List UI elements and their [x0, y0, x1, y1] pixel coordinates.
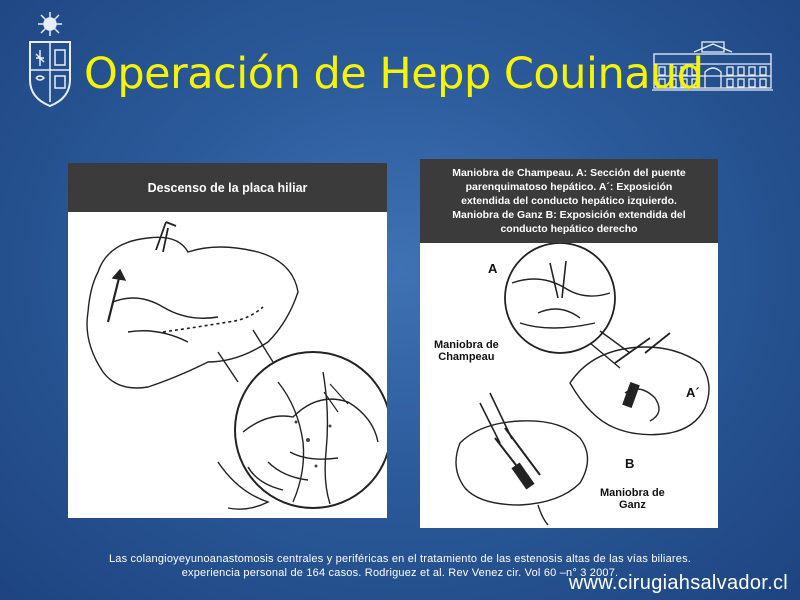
- label-a-prime: A´: [686, 385, 700, 400]
- caption-line: extendida del conducto hepático izquierdo.: [461, 195, 677, 207]
- caption-line: conducto hepático derecho: [500, 223, 638, 235]
- label-b: B: [625, 456, 635, 471]
- label-ganz: [600, 487, 665, 511]
- label-line: Ganz: [618, 499, 646, 511]
- label-line: Maniobra de: [600, 487, 665, 499]
- label-line: Maniobra de: [434, 339, 499, 351]
- caption-line: Maniobra de Ganz B: Exposición extendida del: [452, 209, 686, 221]
- label-line: Champeau: [438, 351, 495, 363]
- citation-line-1: Las colangioyeyunoanastomosis centrales y periféricas en el tratamiento de las estenosis altas de las vías biliares.: [108, 553, 692, 565]
- footer-url: www.cirugiahsalvador.cl: [568, 572, 788, 594]
- university-crest-icon: [24, 10, 76, 110]
- hilar-plate-illustration: [68, 212, 387, 518]
- figure-caption-multiline: [420, 159, 718, 243]
- figure-hilar-plate: [68, 163, 387, 518]
- caption-line: Maniobra de Champeau. A: Sección del puente: [452, 167, 686, 179]
- figure-caption: Descenso de la placa hiliar: [68, 163, 387, 212]
- citation-line-2: experiencia personal de 164 casos. Rodriguez et al. Rev Venez cir. Vol 60 –n° 3 2007.: [181, 567, 619, 579]
- label-a: A: [488, 261, 498, 276]
- figure-champeau-ganz: [420, 159, 718, 528]
- champeau-ganz-illustration: [420, 243, 718, 528]
- caption-line: parenquimatoso hepático. A´: Exposición: [465, 181, 673, 193]
- label-champeau: [434, 339, 499, 363]
- slide-title: Operación de Hepp Couinaud: [84, 49, 704, 99]
